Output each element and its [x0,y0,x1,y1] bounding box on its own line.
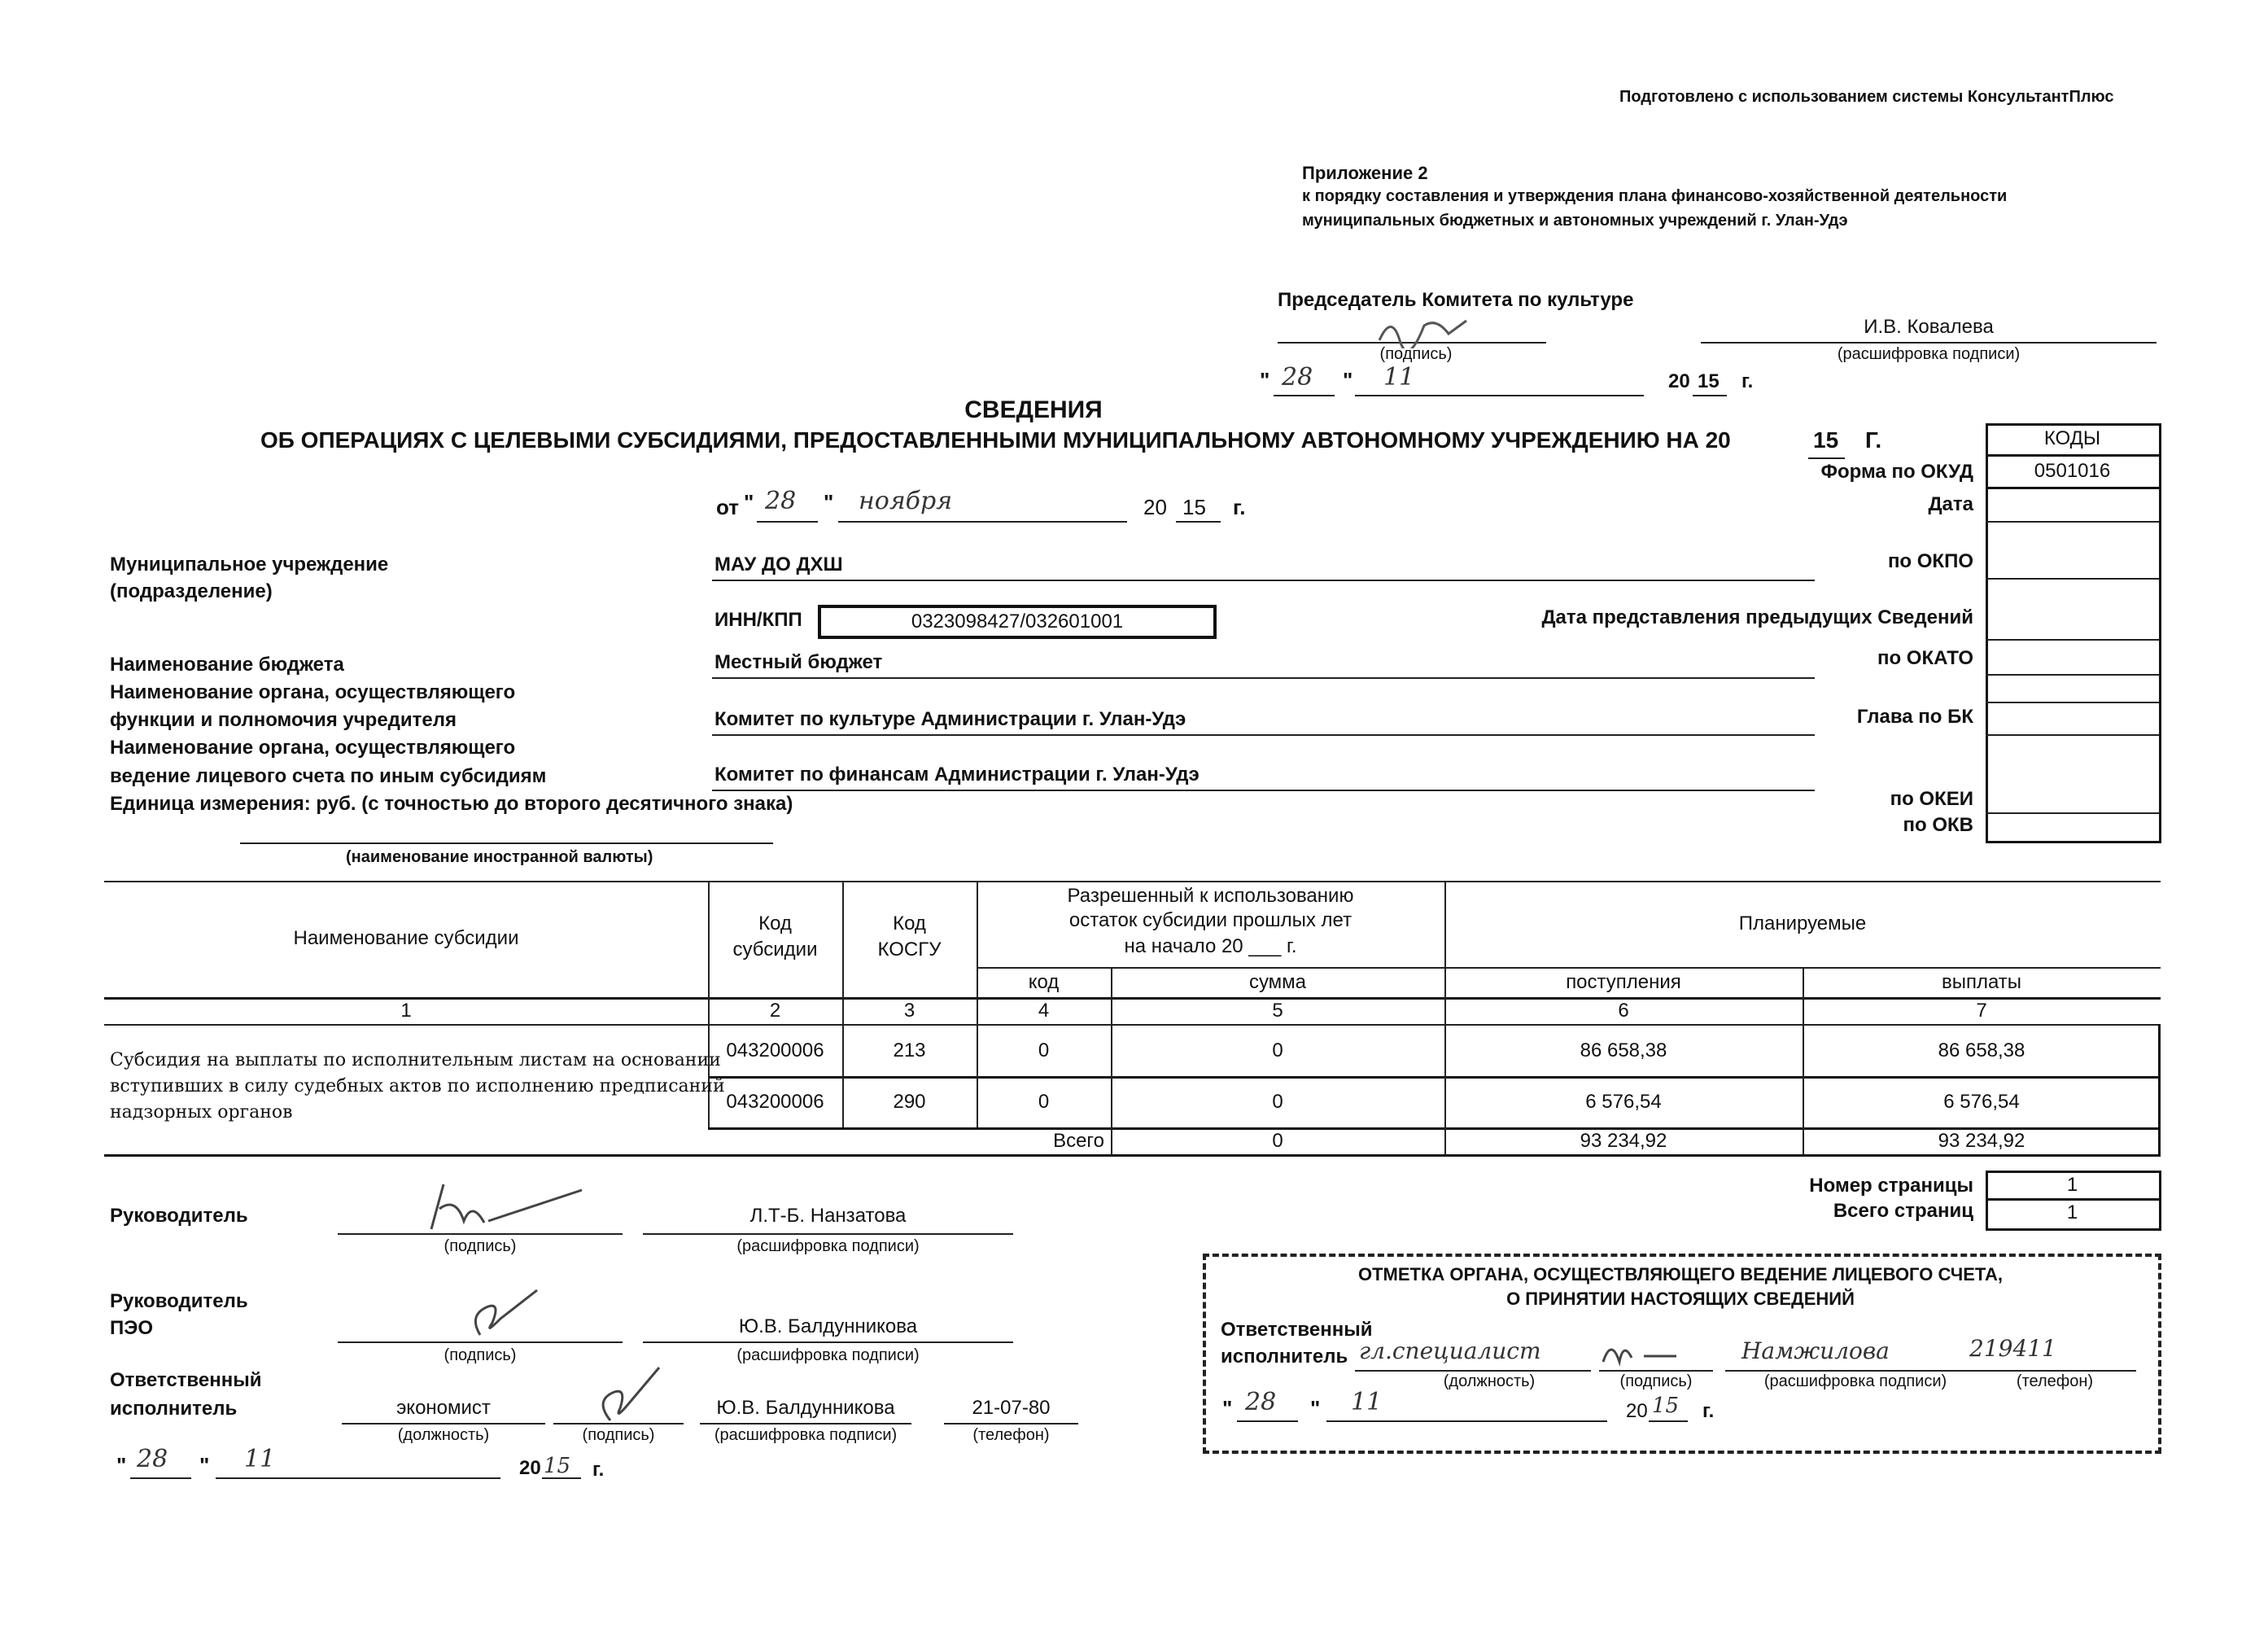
total-pages-label: Всего страниц [1833,1200,1973,1222]
institution-line [712,580,1815,581]
account-sublabel: ведение лицевого счета по иным субсидиям [110,765,547,787]
executor-position-caption: (должность) [397,1426,490,1444]
row1-kosgu: 213 [893,1039,926,1061]
total-income: 93 234,92 [1580,1130,1667,1153]
executor-sublabel: исполнитель [110,1398,238,1420]
row1-income: 86 658,38 [1580,1039,1667,1061]
signature-month: 11 [244,1445,276,1473]
col-num-2: 2 [769,1000,781,1022]
signature-day: 28 [137,1445,168,1473]
header-kosgu-line1: Код [893,912,926,934]
date-year-prefix: 20 [1143,495,1167,519]
col-num-7: 7 [1976,1000,1987,1022]
executor-signature [586,1363,667,1424]
date-prefix: от [716,495,739,519]
stamp-day: 28 [1245,1388,1277,1416]
col-num-1: 1 [400,1000,412,1022]
signature-year: 15 [544,1454,571,1478]
appendix-title: Приложение 2 [1302,163,1428,183]
stamp-phone: 219411 [1969,1335,2056,1362]
row2-kod: 0 [1038,1091,1050,1114]
okud-value: 0501016 [2034,459,2111,482]
budget-value: Местный бюджет [714,651,883,673]
prepared-with-note: Подготовлено с использованием системы КонсультантПлюс [1619,88,2114,106]
col-num-5: 5 [1272,1000,1283,1022]
date-day: 28 [765,487,797,515]
row1-payments: 86 658,38 [1938,1039,2025,1061]
account-line [712,790,1815,791]
okud-label: Форма по ОКУД [1820,461,1973,483]
approval-name: И.В. Ковалева [1864,316,1994,338]
codes-header: КОДЫ [2043,427,2101,449]
executor-name: Ю.В. Балдунникова [716,1397,895,1419]
stamp-signature [1595,1333,1685,1370]
appendix-line1: к порядку составления и утверждения плана финансово-хозяйственной деятельности [1302,187,2008,205]
head-signature-caption: (подпись) [444,1237,517,1255]
head-label: Руководитель [110,1205,248,1227]
currency-line [240,842,773,844]
budget-line [712,677,1815,679]
executor-label: Ответственный [110,1369,262,1391]
executor-position: экономист [396,1397,491,1419]
total-payments: 93 234,92 [1938,1130,2025,1153]
approval-signature-caption: (подпись) [1379,345,1453,363]
executor-phone-caption: (телефон) [972,1426,1050,1444]
prev-date-label: Дата представления предыдущих Сведений [1541,606,1973,628]
stamp-year-mark: г. [1702,1400,1715,1422]
approval-month: 11 [1383,363,1415,392]
row1-kod: 0 [1038,1039,1050,1061]
approval-name-line [1701,342,2157,344]
header-income: поступления [1566,971,1681,994]
stamp-signature-caption: (подпись) [1619,1372,1693,1390]
col-num-4: 4 [1038,1000,1050,1022]
bk-label: Глава по БК [1856,706,1973,728]
date-day-line [757,521,818,523]
col-num-6: 6 [1618,1000,1629,1022]
stamp-name-caption: (расшифровка подписи) [1763,1372,1947,1390]
approval-year-prefix: 20 [1668,370,1690,392]
institution-value: МАУ ДО ДХШ [714,554,843,575]
stamp-phone-caption: (телефон) [2016,1372,2094,1390]
account-value: Комитет по финансам Администрации г. Улан-Удэ [714,764,1200,786]
document-year: 15 [1813,427,1839,453]
currency-caption: (наименование иностранной валюты) [346,848,653,866]
inn-label: ИНН/КПП [714,609,802,631]
date-month: ноября [859,487,953,515]
okei-label: по ОКЕИ [1890,788,1973,810]
signature-year-prefix: 20 [519,1457,541,1479]
inn-value: 0323098427/032601001 [818,605,1217,639]
founder-label: Наименование органа, осуществляющего [110,681,516,703]
row2-kosgu: 290 [893,1091,926,1114]
head-name-caption: (расшифровка подписи) [736,1237,920,1255]
total-pages-value: 1 [2066,1201,2078,1223]
header-kosgu-line2: КОСГУ [877,938,942,961]
header-sum: сумма [1248,971,1307,994]
date-year-mark: г. [1233,495,1246,519]
row2-payments: 6 576,54 [1943,1091,2020,1114]
approval-month-line [1355,395,1644,396]
stamp-executor-sublabel: исполнитель [1221,1346,1348,1368]
approval-position: Председатель Комитета по культуре [1278,289,1634,311]
pe-head-name: Ю.В. Балдунникова [738,1315,918,1337]
stamp-executor-label: Ответственный [1221,1319,1373,1341]
pe-head-label: Руководитель [110,1290,248,1312]
date-year: 15 [1182,495,1206,519]
col-num-3: 3 [903,1000,916,1022]
page-number-value: 1 [2066,1173,2078,1196]
stamp-month: 11 [1351,1388,1383,1416]
pe-head-sublabel: ПЭО [110,1317,153,1339]
document-title: СВЕДЕНИЯ [964,396,1103,423]
approval-name-caption: (расшифровка подписи) [1837,345,2021,363]
executor-phone: 21-07-80 [972,1397,1051,1419]
row2-code: 043200006 [726,1091,824,1114]
approval-year: 15 [1698,370,1720,392]
header-payments: выплаты [1941,971,2022,994]
row2-sum: 0 [1272,1091,1283,1114]
page-number-label: Номер страницы [1809,1175,1973,1197]
stamp-name: Намжилова [1741,1337,1890,1364]
subsidy-name-line2: вступивших в силу судебных актов по исполнению предписаний [110,1076,725,1096]
approval-year-line [1693,395,1727,396]
header-rest-line2: остаток субсидии прошлых лет [1068,908,1352,931]
stamp-position-caption: (должность) [1443,1372,1536,1390]
row1-code: 043200006 [726,1039,824,1061]
row2-income: 6 576,54 [1585,1091,1662,1114]
executor-signature-caption: (подпись) [582,1426,655,1444]
head-signature [407,1172,594,1237]
founder-value: Комитет по культуре Администрации г. Улан-Удэ [714,708,1186,730]
executor-name-caption: (расшифровка подписи) [714,1426,898,1444]
header-rest-line3: на начало 20 ___ г. [1124,934,1297,957]
account-mark-title1: ОТМЕТКА ОРГАНА, ОСУЩЕСТВЛЯЮЩЕГО ВЕДЕНИЕ ЛИЦЕВОГО СЧЕТА, [1358,1264,2003,1284]
pe-head-name-caption: (расшифровка подписи) [736,1346,920,1364]
total-label: Всего [1053,1130,1104,1153]
stamp-year-prefix: 20 [1626,1400,1648,1422]
date-month-line [838,521,1127,523]
unit-label: Единица измерения: руб. (с точностью до второго десятичного знака) [110,793,793,815]
approval-day-line [1274,395,1335,396]
okv-label: по ОКВ [1903,814,1973,836]
stamp-position: гл.специалист [1359,1337,1541,1364]
header-name: Наименование субсидии [293,927,519,950]
signature-year-mark: г. [592,1459,605,1481]
founder-line [712,734,1815,736]
header-kod: код [1028,971,1060,994]
header-code-line1: Код [758,912,792,934]
date-year-line [1176,521,1221,523]
document-year-line [1808,457,1845,459]
subsidy-name-line1: Субсидия на выплаты по исполнительным листам на основании [110,1050,721,1070]
head-name: Л.Т-Б. Нанзатова [749,1205,907,1227]
document-year-mark: Г. [1865,427,1882,453]
header-code-line2: субсидии [732,938,818,961]
document-subtitle: ОБ ОПЕРАЦИЯХ С ЦЕЛЕВЫМИ СУБСИДИЯМИ, ПРЕДОСТАВЛЕННЫМИ МУНИЦИПАЛЬНОМУ АВТОНОМНОМУ УЧРЕЖДЕНИЮ НА 20 [260,427,1731,453]
appendix-line2: муниципальных бюджетных и автономных учреждений г. Улан-Удэ [1302,212,1848,230]
header-planned: Планируемые [1738,912,1867,934]
account-mark-title2: О ПРИНЯТИИ НАСТОЯЩИХ СВЕДЕНИЙ [1506,1289,1855,1309]
okato-label: по ОКАТО [1877,647,1973,669]
institution-sublabel: (подразделение) [110,580,273,602]
stamp-year: 15 [1652,1394,1680,1418]
approval-year-mark: г. [1741,370,1754,392]
okpo-label: по ОКПО [1887,550,1973,572]
pe-head-signature [456,1282,545,1339]
approval-day: 28 [1282,363,1313,392]
account-label: Наименование органа, осуществляющего [110,737,516,759]
pe-head-signature-caption: (подпись) [444,1346,517,1364]
institution-label: Муниципальное учреждение [110,554,389,575]
approval-signature [1375,309,1473,348]
row1-sum: 0 [1272,1039,1283,1061]
total-sum: 0 [1272,1130,1283,1153]
date-label: Дата [1928,493,1973,515]
founder-sublabel: функции и полномочия учредителя [110,709,457,731]
header-rest-line1: Разрешенный к использованию [1067,884,1354,907]
subsidy-name-line3: надзорных органов [110,1102,293,1123]
budget-label: Наименование бюджета [110,654,344,676]
